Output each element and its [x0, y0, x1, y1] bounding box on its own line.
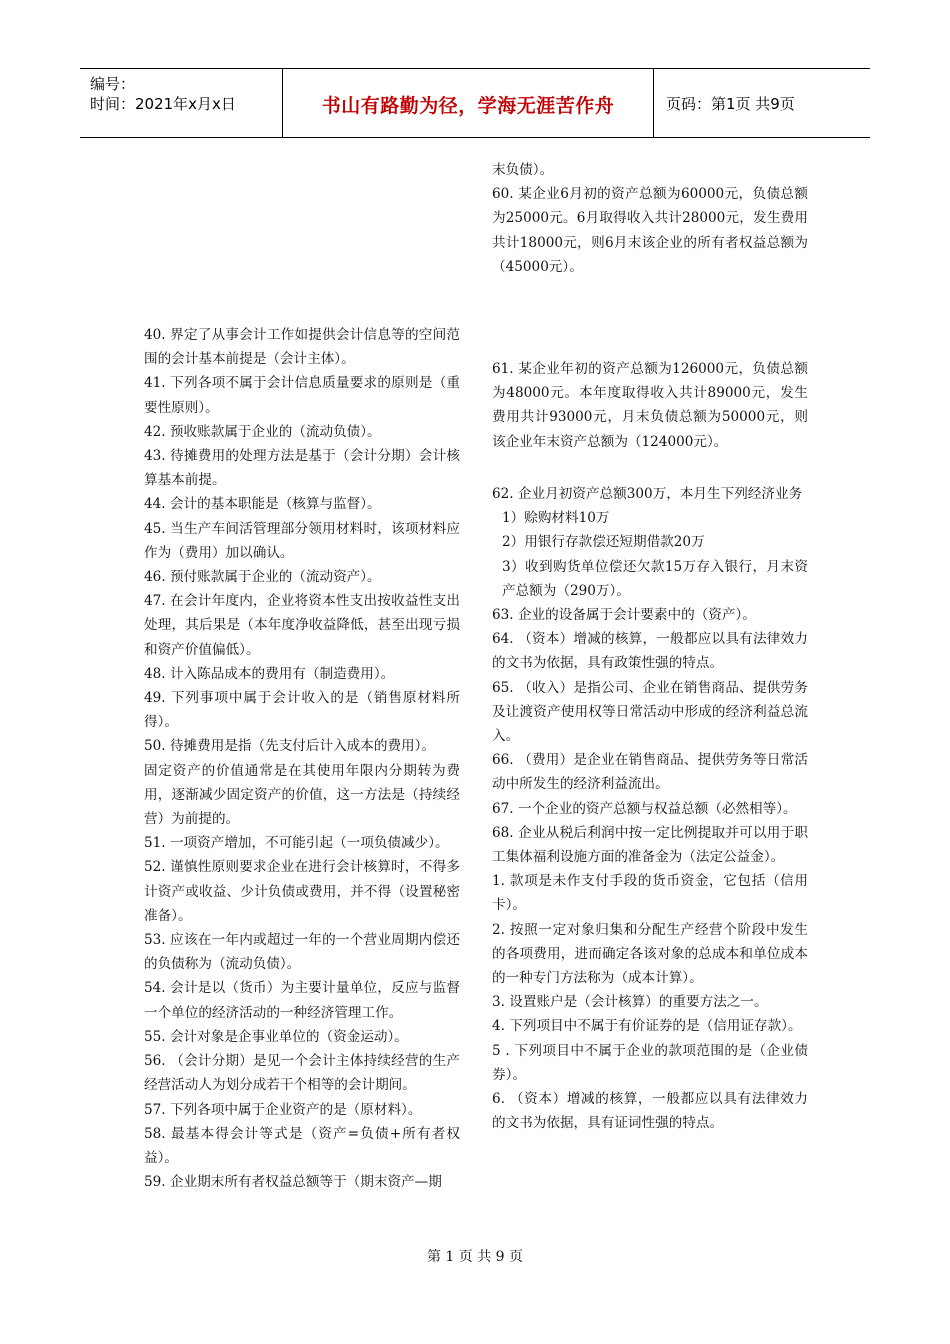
- question-item: 3. 设置账户是（会计核算）的重要方法之一。: [492, 994, 768, 1011]
- question-item: 63. 企业的设备属于会计要素中的（资产）。: [492, 607, 756, 624]
- question-item: 54. 会计是以（货币）为主要计量单位，反应与监督一个单位的经济活动的一种经济管理工作。: [144, 980, 460, 1021]
- question-item: 56. （会计分期）是见一个会计主体持续经营的生产经营活动人为划分成若干个相等的会计期间。: [144, 1053, 460, 1094]
- question-item: 64. （资本）增减的核算，一般都应以具有法律效力的文书为依据，具有政策性强的特点。: [492, 631, 808, 672]
- right-column-top: [492, 158, 808, 279]
- header-motto: 书山有路勤为径，学海无涯苦作舟: [321, 95, 615, 117]
- sub-item: 1）赊购材料10万: [502, 510, 610, 527]
- question-item: 45. 当生产车间活管理部分领用材料时，该项材料应作为（费用）加以确认。: [144, 520, 460, 561]
- question-item: 48. 计入陈品成本的费用有（制造费用）。: [144, 665, 395, 682]
- page-footer: 第 1 页 共 9 页: [426, 1249, 524, 1265]
- question-item: 固定资产的价值通常是在其使用年限内分期转为费用，逐渐减少固定资产的价值，这一方法是（持续经营）为前提的。: [144, 762, 460, 828]
- sub-item: 2）用银行存款偿还短期借款20万: [502, 534, 705, 551]
- question-item: 51. 一项资产增加，不可能引起（一项负债减少）。: [144, 835, 449, 852]
- question-item: 末负债）。: [492, 162, 554, 178]
- question-item: 47. 在会计年度内，企业将资本性支出按收益性支出处理，其后果是（本年度净收益降低，甚至出现亏损和资产价值偏低）。: [144, 593, 460, 658]
- question-item: 44. 会计的基本职能是（核算与监督）。: [144, 496, 381, 513]
- left-column: [144, 323, 460, 1194]
- question-item: 2. 按照一定对象归集和分配生产经营个阶段中发生的各项费用，进而确定各该对象的总成本和单位成本的一种专门方法称为（成本计算）。: [492, 921, 808, 987]
- question-item: 40. 界定了从事会计工作如提供会计信息等的空间范围的会计基本前提是（会计主体）。: [144, 327, 460, 368]
- header-center-cell: [283, 69, 654, 137]
- question-item: 4. 下列项目中不属于有价证券的是（信用证存款）。: [492, 1018, 802, 1035]
- question-item: 46. 预付账款属于企业的（流动资产）。: [144, 569, 381, 586]
- question-item: 62. 企业月初资产总额300万，本月生下列经济业务: [492, 486, 803, 502]
- question-item: 5 . 下列项目中不属于企业的款项范围的是（企业债券）。: [492, 1042, 808, 1083]
- question-item: 60. 某企业6月初的资产总额为60000元，负债总额为25000元。6月取得收入共计28000元，发生费用共计18000元，则6月末该企业的所有者权益总额为（45000元）。: [492, 186, 808, 275]
- right-column-middle: [492, 357, 808, 454]
- question-item: 65. （收入）是指公司、企业在销售商品、提供劳务及让渡资产使用权等日常活动中形成的经济利益总流入。: [492, 679, 808, 745]
- question-item: 42. 预收账款属于企业的（流动负债）。: [144, 423, 381, 440]
- question-item: 41. 下列各项不属于会计信息质量要求的原则是（重要性原则）。: [144, 375, 460, 416]
- question-item: 52. 谨慎性原则要求企业在进行会计核算时，不得多计资产或收益、少计负债或费用，并不得（设置秘密准备）。: [144, 859, 460, 924]
- question-item: 43. 待摊费用的处理方法是基于（会计分期）会计核算基本前提。: [144, 448, 460, 489]
- question-item: 68. 企业从税后利润中按一定比例提取并可以用于职工集体福利设施方面的准备金为（法定公益金）。: [492, 824, 808, 866]
- question-item: 6. （资本）增减的核算，一般都应以具有法律效力的文书为依据，具有证词性强的特点。: [492, 1091, 808, 1132]
- right-column-bottom: [492, 482, 808, 1135]
- question-item: 59. 企业期末所有者权益总额等于（期末资产—期: [144, 1174, 442, 1191]
- question-item: 58. 最基本得会计等式是（资产=负债+所有者权益）。: [144, 1125, 460, 1166]
- question-item: 49. 下列事项中属于会计收入的是（销售原材料所得）。: [144, 690, 460, 731]
- question-item: 67. 一个企业的资产总额与权益总额（必然相等）。: [492, 800, 797, 817]
- question-item: 66. （费用）是企业在销售商品、提供劳务等日常活动中所发生的经济利益流出。: [492, 752, 808, 793]
- question-item: 61. 某企业年初的资产总额为126000元，负债总额为48000元。本年度取得收入共计89000元，发生费用共计93000元，月末负债总额为50000元，则该企业年末资产总额为（124000元）。: [492, 361, 808, 450]
- sub-item: 3）收到购货单位偿还欠款15万存入银行，月末资产总额为（290万）。: [502, 558, 808, 599]
- document-time-label: 时间：2021年x月x日: [90, 95, 236, 113]
- question-item: 1. 款项是未作支付手段的货币资金，它包括（信用卡）。: [492, 873, 808, 914]
- document-number-label: 编号：: [90, 75, 136, 93]
- header-left-cell: [80, 69, 283, 137]
- question-item: 57. 下列各项中属于企业资产的是（原材料）。: [144, 1101, 422, 1118]
- question-item: 55. 会计对象是企事业单位的（资金运动）。: [144, 1028, 408, 1045]
- question-item: 53. 应该在一年内或超过一年的一个营业周期内偿还的负债称为（流动负债）。: [144, 932, 460, 973]
- header-right-cell: [654, 69, 870, 137]
- question-item: 50. 待摊费用是指（先支付后计入成本的费用）。: [144, 738, 436, 755]
- page-header: [80, 68, 870, 138]
- header-page-info: 页码：第1页 共9页: [666, 95, 795, 113]
